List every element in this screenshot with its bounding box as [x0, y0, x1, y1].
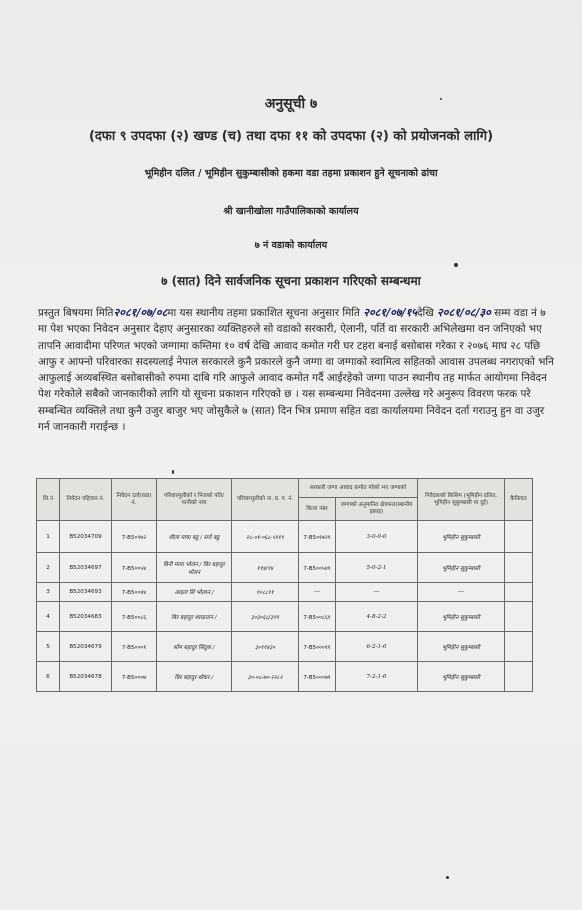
body-part-1: प्रस्तुत बिषयमा मिति	[38, 307, 114, 319]
speck-mark	[440, 98, 442, 100]
cell-reg-no: 7-B5०००१	[112, 632, 157, 662]
cell-area: 3-0-0-0	[336, 521, 418, 553]
cell-sn: 5	[37, 632, 60, 662]
cell-plot: 7-B5०१७२१	[299, 521, 336, 553]
cell-app-id: B52034693	[60, 583, 112, 602]
cell-remarks	[505, 583, 533, 602]
cell-citizenship: ३०११४३०	[232, 632, 299, 662]
cell-name: सोम बहादुर सिंदुक /	[157, 632, 232, 662]
cell-area: 7-2-1-0	[336, 662, 418, 692]
handwritten-date-1: २०८१/०७/०८	[113, 306, 168, 319]
table-row	[37, 602, 533, 632]
cell-remarks	[505, 662, 533, 692]
notice-body	[38, 305, 554, 435]
cell-sn: 6	[37, 662, 60, 692]
body-part-4: सम्म वडा नं ७ मा पेश भएका निवेदन अनुसार देहाए अनुसारका व्यक्तिहरुले सो वडाको सरकारी, ऐलानी, पर्ति वा सरकारी अभिलेखमा वन जनिएको भए तापनि आवादीमा परिणत भएको जग्गामा कम्तिमा १० वर्ष देखि आवाद कमोत गरी घर टहरा बनाई बसोबास गरेका र २०७६ माघ २८ पछि आफु र आफ्नो परिवारका सदस्यलाई नेपाल सरकारले कुनै प्रकारले कुनै जग्गा वा जग्गाको स्वामित्व सहितको आवास उपलब्ध नगराएको भनि आफुलाई अव्यबस्थित बसोबासीको रुपमा दाबि गरि आफुले आवाद कमोत गर्दै आईरहेको जग्गा पाउन स्थानीय तह मार्फत आयोगमा निवेदन पेश गरेकोले सबैको जानकारीको लागि यो सूचना प्रकाशन गरिएको छ । यस सम्बन्धमा निवेदनमा उल्लेख गरे अनुरूप विवरण फरक परे सम्बन्धित व्यक्तिले तथा कुनै उजुर बाजुर भए जोसुकैले ७ (सात) दिन भित्र प्रमाण सहित वडा कार्यालयमा निवेदन दर्ता गराउनु हुन वा उजुर गर्न जानकारी गराईन्छ ।	[38, 307, 554, 434]
cell-citizenship: २८-०१-०६८-५११९	[232, 521, 299, 553]
cell-citizenship: १०८८११	[232, 583, 299, 602]
header-sn: सि.नं	[37, 479, 60, 521]
cell-reg-no: 7-B5००४४	[112, 583, 157, 602]
table-row	[37, 632, 533, 662]
speck-mark	[454, 263, 458, 267]
table-row	[37, 521, 533, 553]
cell-category: भूमिहीन सुकुम्बासी	[418, 553, 505, 583]
table-row	[37, 553, 533, 583]
cell-category: भूमिहीन सुकुम्बासी	[418, 632, 505, 662]
cell-reg-no: 7-B5०००७	[112, 662, 157, 692]
cell-area: 6-2-1-0	[336, 632, 418, 662]
cell-remarks	[505, 602, 533, 632]
applicant-table	[36, 478, 533, 692]
notice-title: ७ (सात) दिने सार्वजनिक सूचना प्रकाशन गरिएको सम्बन्धमा	[161, 274, 421, 288]
cell-citizenship: ३०३०६८/३११	[232, 602, 299, 632]
header-plot: कित्ता नंबर	[299, 498, 336, 521]
header-category: निवेदकको किसिम (भूमिहीन दलित, भूमिहीन सुकुम्बासी मा दुई)	[418, 479, 505, 521]
cell-app-id: B52034679	[60, 632, 112, 662]
cell-plot: 7-B5०००११	[299, 632, 336, 662]
cell-name: बिनी माया भोलन / बिर बहादुर भोलन	[157, 553, 232, 583]
cell-sn: 2	[37, 553, 60, 583]
table-row	[37, 583, 533, 602]
cell-app-id: B52034697	[60, 553, 112, 583]
cell-area: ---	[336, 583, 418, 602]
body-part-3: देखि	[417, 307, 434, 319]
ward-office-heading: ७ नं वडाको कार्यालय	[254, 240, 328, 251]
header-app-id: निवेदन पहिचान नं.	[60, 479, 112, 521]
format-heading: भूमिहीन दलित / भूमिहीन सुकुम्बासीको हकमा वडा तहमा प्रकाशन हुने सूचनाको ढांचा	[144, 168, 438, 179]
cell-reg-no: 7-B5००८६	[112, 602, 157, 632]
cell-category: भूमिहीन सुकुम्बासी	[418, 521, 505, 553]
cell-plot: 7-B5०००७१	[299, 662, 336, 692]
cell-reg-no: 7-B5००५४	[112, 553, 157, 583]
cell-name: आइता सिं भोलान /	[157, 583, 232, 602]
cell-category: भूमिहीन सुकुम्बासी	[418, 662, 505, 692]
cell-category: भूमिहीन सुकुम्बासी	[418, 602, 505, 632]
cell-app-id: B52034678	[60, 662, 112, 692]
cell-app-id: B52034709	[60, 521, 112, 553]
schedule-heading: अनुसूची ७	[264, 96, 318, 112]
header-reg-no: निवेदन दर्ता(वडा) नं.	[112, 479, 157, 521]
cell-area: 5-0-2-1	[336, 553, 418, 583]
header-area: जग्गाको अनुमानित क्षेत्रफल(स्थानीय इकाइ)	[336, 498, 418, 521]
cell-reg-no: 7-B5०१७२	[112, 521, 157, 553]
cell-name: शीला माया बडु / सत्ते बडु	[157, 521, 232, 553]
header-citizenship: परिवारमूलीको ना. प्र. प. नं.	[232, 479, 299, 521]
cell-name: बिर बहादुर श्याङतान /	[157, 602, 232, 632]
cell-app-id: B52034683	[60, 602, 112, 632]
cell-remarks	[505, 521, 533, 553]
office-heading: श्री खानीखोला गाउँपालिकाको कार्यालय	[223, 206, 359, 217]
cell-citizenship: ११४/१४	[232, 553, 299, 583]
table-row	[37, 662, 533, 692]
cell-remarks	[505, 553, 533, 583]
body-part-2: मा यस स्थानीय तहमा प्रकाशित सूचना अनुसार मिति	[167, 307, 360, 319]
cell-sn: 4	[37, 602, 60, 632]
cell-name: बिर बहादुर थोकर /	[157, 662, 232, 692]
header-name: परिवारमूलीको र निजको पति/पत्नीको नाम	[157, 479, 232, 521]
cell-sn: 1	[37, 521, 60, 553]
cell-remarks	[505, 632, 533, 662]
cell-category: ---	[418, 583, 505, 602]
cell-plot: 7-B5००८६१	[299, 602, 336, 632]
cell-citizenship: ३०-०८-७०-२२८२	[232, 662, 299, 692]
cell-area: 4-8-2-2	[336, 602, 418, 632]
speck-mark	[172, 470, 174, 474]
header-remarks: कैफियत	[505, 479, 533, 521]
clause-heading: (दफा ९ उपदफा (२) खण्ड (च) तथा दफा ११ को उपदफा (२) को प्रयोजनको लागि)	[88, 129, 494, 144]
cell-plot: 7-B5००५४१	[299, 553, 336, 583]
handwritten-date-2: २०८१/०७/१५	[363, 306, 418, 319]
speck-mark	[446, 876, 449, 879]
cell-sn: 3	[37, 583, 60, 602]
cell-plot: ---	[299, 583, 336, 602]
handwritten-date-3: २०८१/०८/३०	[437, 306, 491, 319]
header-land-group: सरकारी जग्गा आवाद कमोत गरेको भए जग्गाको	[299, 479, 418, 498]
